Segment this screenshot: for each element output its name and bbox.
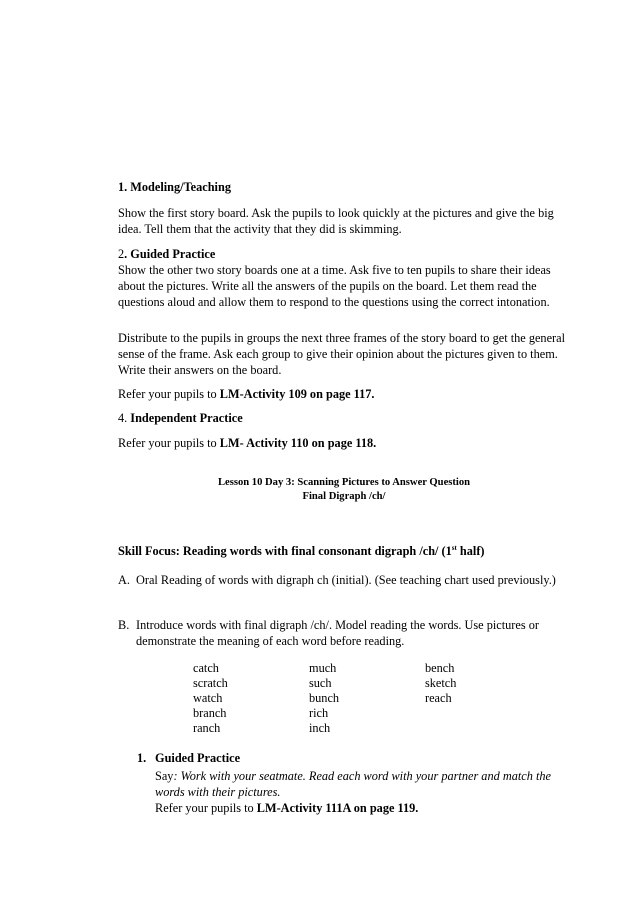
skill-focus-sup: st: [451, 543, 457, 552]
item-b: [118, 617, 570, 649]
section-modeling-heading: 1. Modeling/Teaching: [118, 180, 231, 194]
word-item: such: [309, 676, 332, 690]
refer-activity-110: [118, 435, 570, 451]
word-item: much: [309, 661, 337, 675]
refer-activity-109-bold: LM-Activity 109 on page 117.: [219, 387, 375, 401]
guided-practice-refer-prefix: Refer your pupils to: [155, 801, 257, 815]
section-guided-label: . Guided Practice: [124, 247, 216, 261]
lesson-title-line2: Final Digraph /ch/: [302, 491, 386, 502]
word-item: ranch: [193, 721, 221, 735]
section-guided-number: 2: [118, 247, 125, 261]
word-item: inch: [309, 721, 331, 735]
section-guided-heading: [118, 246, 570, 262]
guided-practice-refer-end: .: [415, 801, 419, 815]
lesson-title-line1: Lesson 10 Day 3: Scanning Pictures to Answer Question: [217, 477, 471, 488]
section-independent-heading: [118, 410, 570, 426]
word-item: sketch: [425, 676, 457, 690]
refer-activity-110-prefix: Refer your pupils to: [118, 436, 220, 450]
item-b-text: Introduce words with final digraph /ch/. Model reading the words. Use pictures or demonstrate the meaning of each word before reading.: [136, 618, 539, 648]
guided-practice-say-text: : Work with your seatmate. Read each word with your partner and match the words with their pictures.: [155, 769, 551, 799]
guided-practice-say-label: Say: [155, 769, 174, 783]
refer-activity-109-prefix: Refer your pupils to: [118, 387, 220, 401]
guided-practice-refer-bold: LM-Activity 111A on page 119: [256, 801, 416, 815]
guided-practice-number: 1.: [137, 751, 147, 765]
guided-practice-refer: [155, 800, 575, 816]
word-item: reach: [425, 691, 452, 705]
refer-activity-109: [118, 386, 570, 402]
word-item: catch: [193, 661, 219, 675]
word-item: branch: [193, 706, 227, 720]
word-item: watch: [193, 691, 223, 705]
word-item: bench: [425, 661, 455, 675]
item-a: [118, 572, 570, 604]
section-guided-text: Show the other two story boards one at a time. Ask five to ten pupils to share their ideas about the pictures. Write all the answers of the pupils on the board. Let them read the questions aloud and allow them to respond to the questions using the correct intonation.: [118, 263, 551, 309]
item-a-marker: A.: [118, 573, 130, 587]
word-item: bunch: [309, 691, 340, 705]
item-a-text: Oral Reading of words with digraph ch (initial). (See teaching chart used previously.): [136, 573, 556, 587]
section-independent-label: Independent Practice: [130, 411, 243, 425]
guided-practice-heading: Guided Practice: [155, 751, 241, 765]
skill-focus-text: Skill Focus: Reading words with final consonant digraph /ch/ (1: [118, 544, 452, 558]
refer-activity-110-bold: LM- Activity 110 on page 118.: [219, 436, 377, 450]
item-b-marker: B.: [118, 618, 130, 632]
guided-practice: [137, 750, 577, 820]
guided-practice-say: [155, 768, 575, 800]
section-modeling-text: Show the first story board. Ask the pupils to look quickly at the pictures and give the big idea. Tell them that the activity that they did is skimming.: [118, 206, 554, 236]
skill-focus-end: half): [456, 544, 485, 558]
word-item: scratch: [193, 676, 228, 690]
skill-focus: [118, 543, 578, 559]
word-item: rich: [309, 706, 329, 720]
section-independent-number: 4.: [118, 411, 131, 425]
paragraph-distribute: Distribute to the pupils in groups the next three frames of the story board to get the general sense of the frame. Ask each group to give their opinion about the pictures given to them. Write their answers on the board.: [118, 331, 566, 377]
